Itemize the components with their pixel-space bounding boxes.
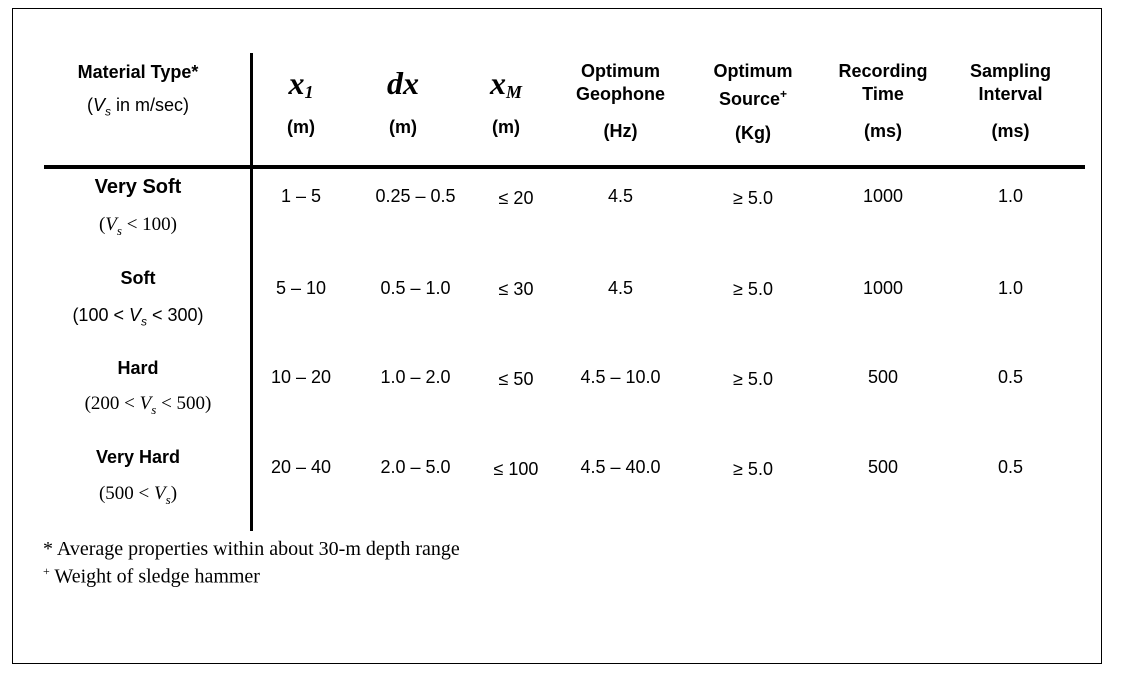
row-name: Very Hard — [95, 447, 181, 467]
cell-x1: 10 – 20 — [270, 367, 332, 387]
cell-geophone: 4.5 — [607, 186, 634, 206]
cell-source: ≥ 5.0 — [733, 459, 773, 479]
cell-geophone: 4.5 – 40.0 — [580, 457, 661, 477]
table-frame — [12, 8, 1102, 664]
cell-x1: 20 – 40 — [270, 457, 332, 477]
cell-xm: ≤ 20 — [498, 188, 534, 208]
cell-geophone: 4.5 – 10.0 — [580, 367, 661, 387]
cell-dx: 0.5 – 1.0 — [380, 278, 451, 298]
header-dx: dx — [387, 65, 419, 101]
cell-dx: 1.0 – 2.0 — [380, 367, 451, 387]
cell-recording: 1000 — [862, 278, 904, 298]
row-name: Hard — [117, 358, 159, 378]
cell-sampling: 1.0 — [997, 278, 1024, 298]
cell-dx: 2.0 – 5.0 — [380, 457, 451, 477]
cell-sampling: 0.5 — [997, 367, 1024, 387]
row-name: Soft — [120, 268, 156, 288]
cell-source: ≥ 5.0 — [733, 369, 773, 389]
footnote-weight: + Weight of sledge hammer — [43, 564, 260, 588]
header-divider — [44, 165, 1085, 169]
header-material-type: Material Type* — [77, 62, 199, 82]
header-geophone: Optimum Geophone — [576, 61, 665, 104]
header-source: Optimum Source+ — [713, 61, 793, 109]
cell-dx: 0.25 – 0.5 — [375, 186, 456, 206]
cell-source: ≥ 5.0 — [733, 279, 773, 299]
footnote-average: * Average properties within about 30-m depth range — [43, 538, 460, 560]
header-vs-unit: ($V_s$ in m/sec) — [86, 95, 190, 119]
header-x1: $x_1$ — [288, 65, 314, 102]
header-recording: Recording Time — [838, 61, 928, 104]
header-geophone-unit: (Hz) — [603, 121, 638, 141]
cell-xm: ≤ 100 — [493, 459, 539, 479]
header-dx-unit: (m) — [389, 117, 417, 137]
row-range: $(100 < V_s < 300)$ — [72, 305, 204, 329]
cell-geophone: 4.5 — [607, 278, 634, 298]
row-range: $(500 < V_s)$ — [98, 483, 178, 507]
row-range: $(200 < V_s < 500)$ — [84, 393, 212, 417]
header-sampling: Sampling Interval — [969, 61, 1051, 104]
row-range: $(V_s < 100)$ — [98, 214, 178, 238]
header-xm-unit: (m) — [492, 117, 520, 137]
header-recording-unit: (ms) — [863, 121, 902, 141]
cell-sampling: 1.0 — [997, 186, 1024, 206]
cell-x1: 5 – 10 — [275, 278, 327, 298]
cell-recording: 500 — [867, 367, 899, 387]
cell-x1: 1 – 5 — [280, 186, 322, 206]
cell-recording: 1000 — [862, 186, 904, 206]
header-source-unit: (Kg) — [735, 123, 771, 143]
cell-source: ≥ 5.0 — [733, 188, 773, 208]
cell-xm: ≤ 30 — [498, 279, 534, 299]
header-sampling-unit: (ms) — [991, 121, 1030, 141]
row-name: Very Soft — [94, 176, 182, 198]
header-xm: $x_M$ — [489, 65, 522, 102]
cell-xm: ≤ 50 — [498, 369, 534, 389]
header-x1-unit: (m) — [287, 117, 315, 137]
cell-recording: 500 — [867, 457, 899, 477]
cell-sampling: 0.5 — [997, 457, 1024, 477]
